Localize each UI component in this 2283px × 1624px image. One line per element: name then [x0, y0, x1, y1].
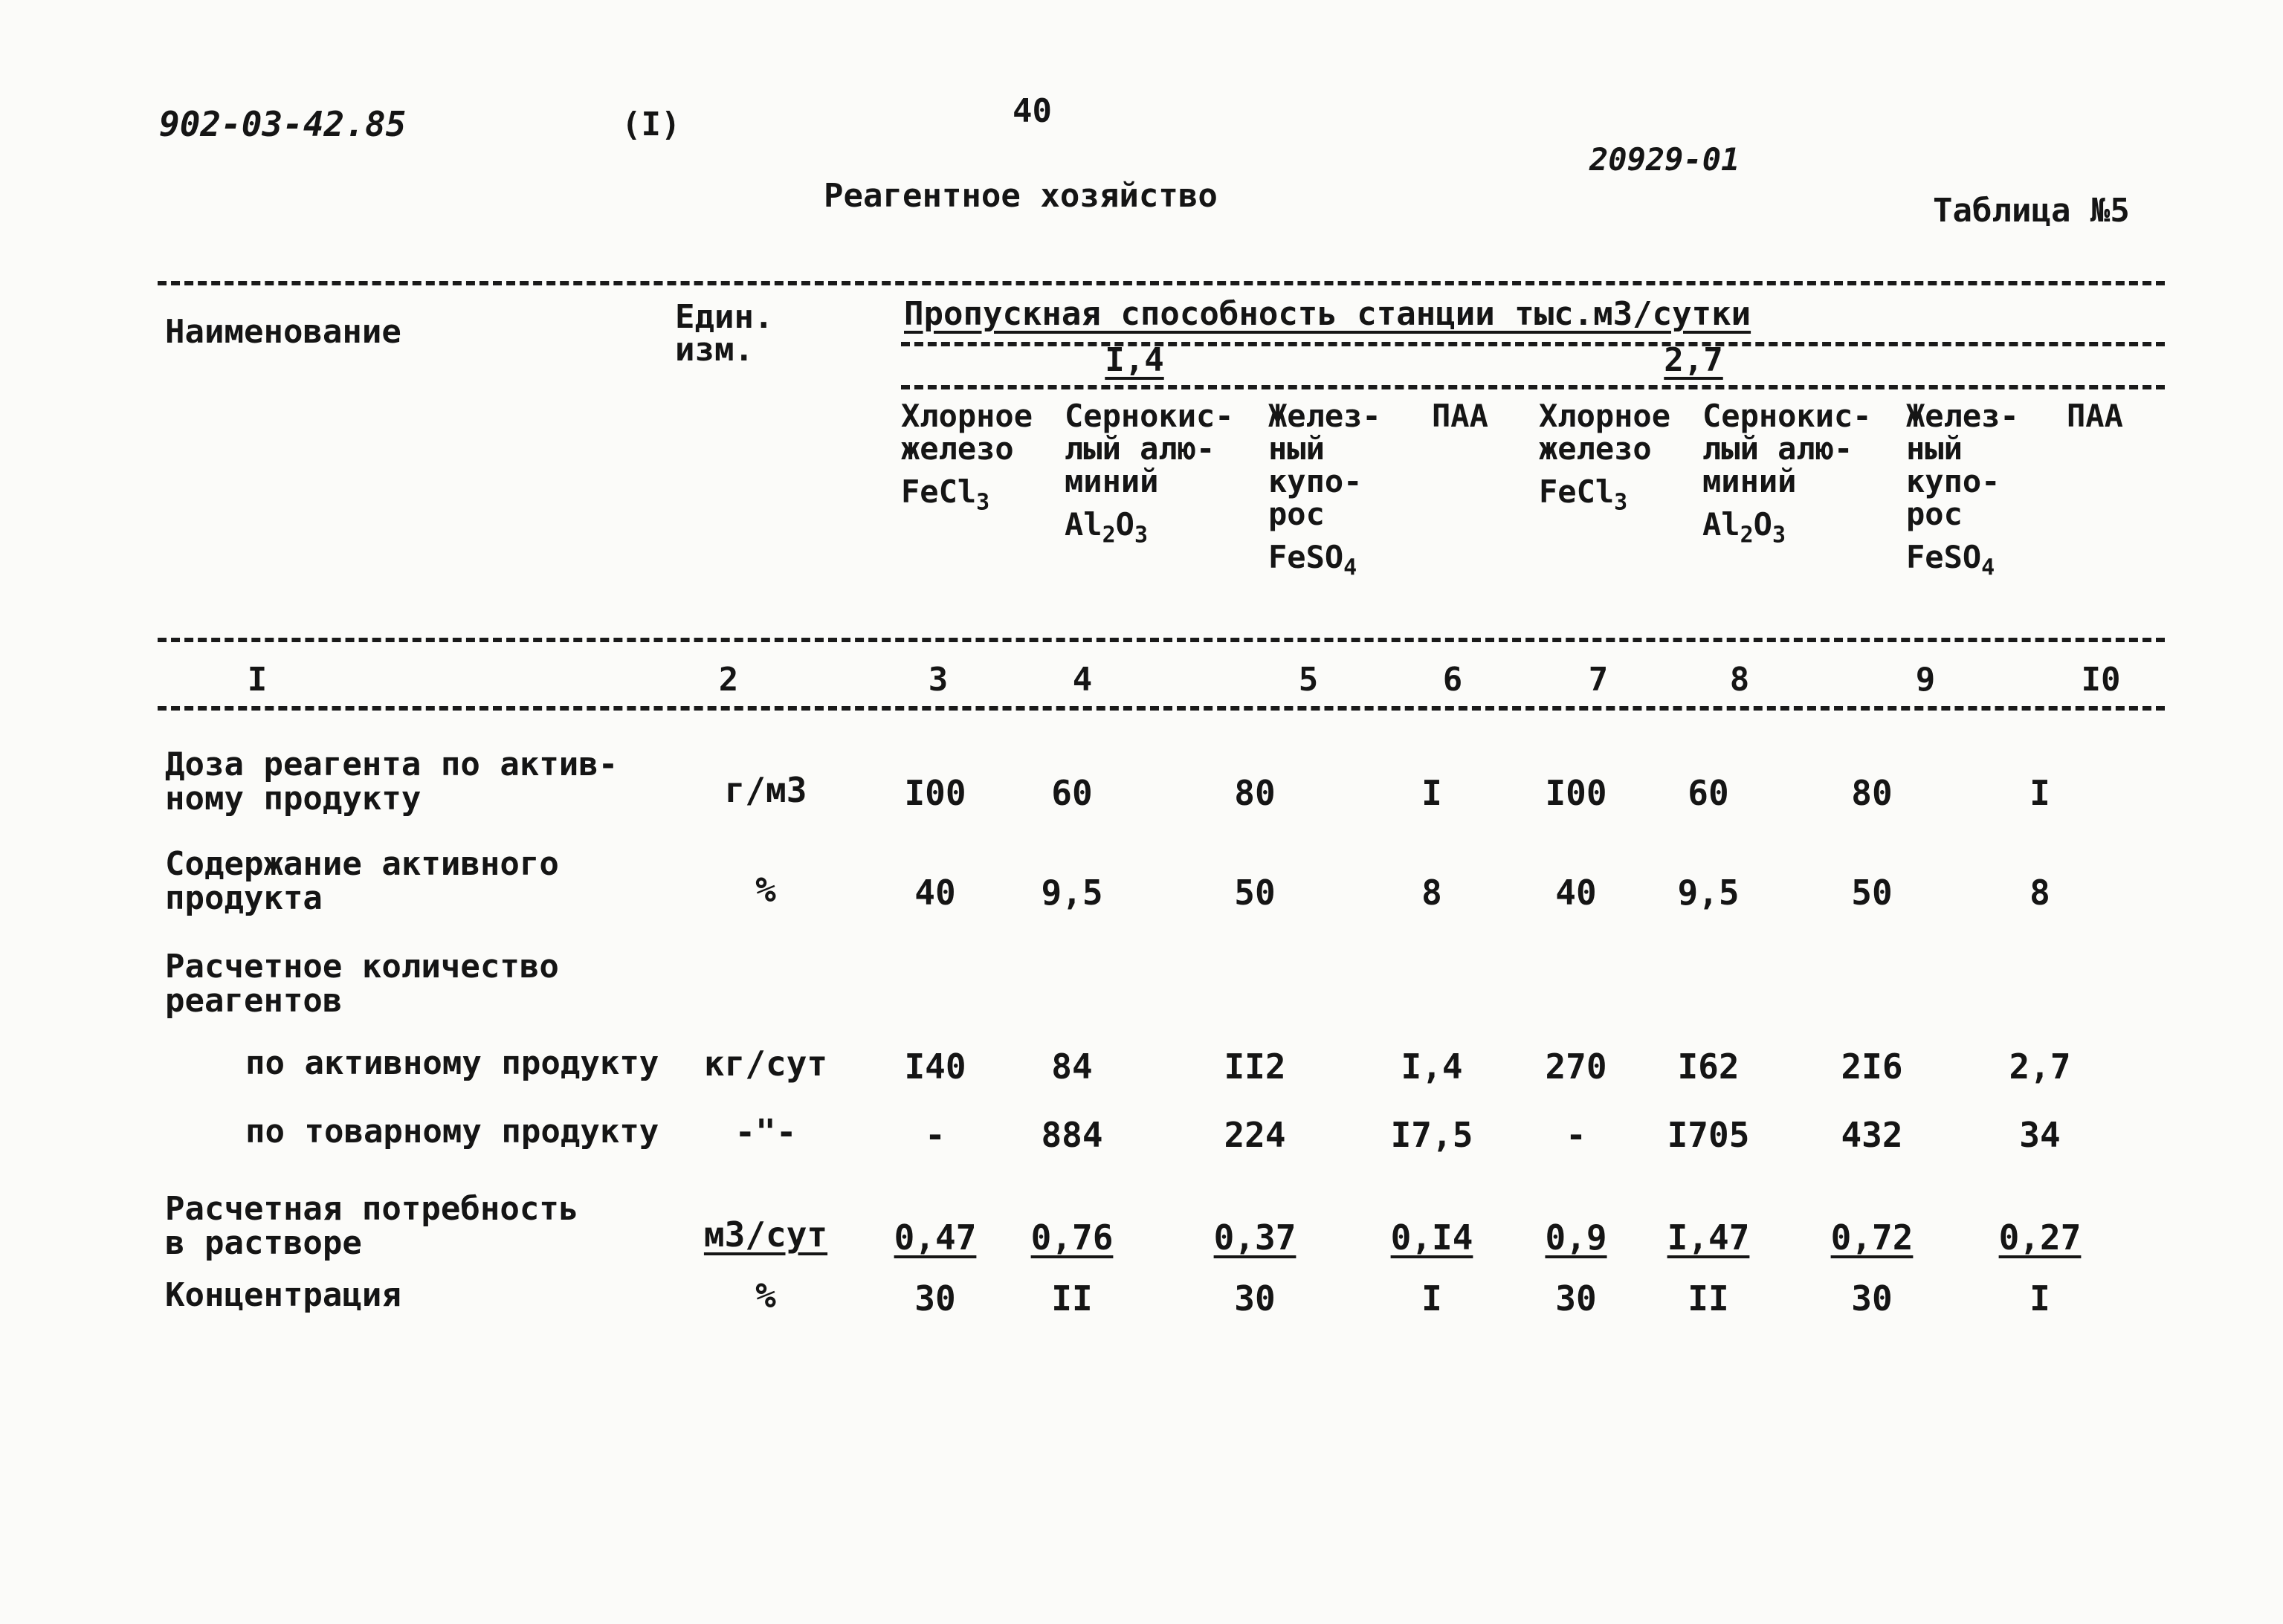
row-5-value-8: 34 [2019, 1115, 2061, 1155]
row-6-name-line-2: в растворе [165, 1224, 362, 1262]
row-6-value-8: 0,27 [1998, 1217, 2082, 1258]
row-1-unit: г/м3 [724, 770, 807, 810]
capacity-header: Пропускная способность станции тыс.м3/сутки [904, 295, 1751, 333]
row-2-value-8: 8 [2029, 873, 2050, 913]
row-2-value-6: 9,5 [1677, 873, 1740, 913]
column-number-3: 3 [928, 661, 949, 699]
header-bottom-rule [158, 638, 2165, 642]
column-number-5: 5 [1298, 661, 1319, 699]
reagent-header-7-line-2: ный [1906, 430, 1963, 467]
row-4-value-4: I,4 [1401, 1046, 1463, 1087]
table-label: Таблица №5 [1933, 192, 2130, 230]
row-2-value-5: 40 [1555, 873, 1597, 913]
reagent-header-3-line-4: рос [1268, 496, 1325, 532]
row-1-value-7: 80 [1851, 773, 1893, 813]
row-6-unit: м3/сут [703, 1214, 828, 1255]
column-number-4: 4 [1072, 661, 1093, 699]
row-7-value-1: 30 [914, 1278, 956, 1319]
subgroup-rule [901, 385, 2165, 389]
row-7-name-line-1: Концентрация [165, 1276, 401, 1314]
reagent-header-3-line-1: Желез- [1268, 398, 1381, 434]
row-5-value-5: - [1566, 1115, 1586, 1155]
reagent-header-5-line-3: FeCl$_3$ [1539, 473, 1628, 516]
reagent-header-5-line-2: железо [1539, 430, 1652, 467]
document-part: (I) [621, 106, 681, 143]
row-7-value-5: 30 [1555, 1278, 1597, 1319]
column-number-rule [158, 706, 2165, 711]
row-3-name-line-1: Расчетное количество [165, 948, 559, 986]
reagent-header-7-line-1: Желез- [1906, 398, 2019, 434]
reagent-header-2-line-4: $Al_2O_3$ [1065, 506, 1148, 549]
row-6-value-4: 0,I4 [1390, 1217, 1473, 1258]
row-5-name-line-1: по товарному продукту [245, 1113, 659, 1151]
row-1-value-3: 80 [1234, 773, 1276, 813]
row-6-value-6: I,47 [1667, 1217, 1750, 1258]
reagent-header-2-line-1: Сернокис- [1065, 398, 1234, 434]
page-number: 40 [1013, 92, 1052, 130]
row-7-value-3: 30 [1234, 1278, 1276, 1319]
row-5-value-1: - [925, 1115, 946, 1155]
reagent-header-2-line-2: лый алю- [1065, 430, 1215, 467]
reagent-header-3-line-5: FeSO$_4$ [1268, 539, 1357, 581]
reagent-header-2-line-3: миний [1065, 463, 1159, 499]
archive-number: 20929-01 [1589, 141, 1740, 178]
reagent-header-7-line-4: рос [1906, 496, 1963, 532]
row-5-value-3: 224 [1224, 1115, 1286, 1155]
row-1-name-line-2: ному продукту [165, 780, 422, 818]
row-7-value-7: 30 [1851, 1278, 1893, 1319]
row-2-value-2: 9,5 [1041, 873, 1103, 913]
row-4-value-5: 270 [1545, 1046, 1607, 1087]
reagent-header-3-line-3: купо- [1268, 463, 1363, 499]
row-4-value-7: 2I6 [1841, 1046, 1903, 1087]
reagent-header-3-line-2: ный [1268, 430, 1325, 467]
row-4-value-2: 84 [1051, 1046, 1093, 1087]
row-6-value-5: 0,9 [1545, 1217, 1607, 1258]
row-4-unit: кг/сут [703, 1044, 828, 1084]
reagent-header-8-line-1: ПАА [2067, 398, 2123, 434]
row-7-value-6: II [1688, 1278, 1729, 1319]
column-number-8: 8 [1729, 661, 1750, 699]
row-6-name-line-1: Расчетная потребность [165, 1190, 579, 1228]
row-1-value-8: I [2029, 773, 2050, 813]
row-2-value-3: 50 [1234, 873, 1276, 913]
row-7-value-2: II [1051, 1278, 1093, 1319]
row-6-value-1: 0,47 [894, 1217, 977, 1258]
row-1-value-4: I [1421, 773, 1442, 813]
row-5-value-4: I7,5 [1390, 1115, 1473, 1155]
reagent-header-1-line-1: Хлорное [901, 398, 1033, 434]
reagent-header-6-line-1: Сернокис- [1702, 398, 1872, 434]
column-number-7: 7 [1588, 661, 1609, 699]
row-5-value-7: 432 [1841, 1115, 1903, 1155]
col-header-name: Наименование [165, 313, 401, 351]
row-4-value-3: II2 [1224, 1046, 1286, 1087]
column-number-I: I [247, 661, 268, 699]
row-5-value-6: I705 [1667, 1115, 1750, 1155]
capacity-group-2: 2,7 [1664, 341, 1723, 379]
row-6-value-2: 0,76 [1030, 1217, 1114, 1258]
row-3-name-line-2: реагентов [165, 982, 343, 1020]
row-1-value-2: 60 [1051, 773, 1093, 813]
reagent-header-6-line-3: миний [1702, 463, 1797, 499]
row-5-value-2: 884 [1041, 1115, 1103, 1155]
capacity-group-1: I,4 [1105, 341, 1164, 379]
column-number-6: 6 [1442, 661, 1463, 699]
row-4-value-6: I62 [1677, 1046, 1740, 1087]
row-4-value-8: 2,7 [2009, 1046, 2071, 1087]
page-title: Реагентное хозяйство [824, 177, 1218, 215]
reagent-header-7-line-3: купо- [1906, 463, 2001, 499]
row-4-value-1: I40 [904, 1046, 966, 1087]
column-number-I0: I0 [2081, 661, 2121, 699]
column-number-2: 2 [718, 661, 739, 699]
reagent-header-1-line-3: FeCl$_3$ [901, 473, 990, 516]
reagent-header-6-line-2: лый алю- [1702, 430, 1853, 467]
column-number-9: 9 [1915, 661, 1936, 699]
row-2-value-1: 40 [914, 873, 956, 913]
col-header-unit-line1: Един. [675, 298, 774, 336]
table-top-rule [158, 281, 2165, 285]
row-2-value-4: 8 [1421, 873, 1442, 913]
row-2-name-line-2: продукта [165, 879, 323, 917]
row-1-name-line-1: Доза реагента по актив- [165, 745, 619, 783]
row-5-unit: -"- [734, 1112, 797, 1152]
row-2-unit: % [755, 870, 776, 910]
reagent-header-4-line-1: ПАА [1432, 398, 1488, 434]
capacity-rule [901, 342, 2165, 346]
document-code: 902-03-42.85 [159, 104, 407, 144]
row-2-name-line-1: Содержание активного [165, 845, 559, 883]
row-7-value-8: I [2029, 1278, 2050, 1319]
row-6-value-7: 0,72 [1830, 1217, 1914, 1258]
row-1-value-5: I00 [1545, 773, 1607, 813]
row-7-unit: % [755, 1275, 776, 1316]
row-1-value-6: 60 [1688, 773, 1729, 813]
reagent-header-6-line-4: $Al_2O_3$ [1702, 506, 1786, 549]
row-2-value-7: 50 [1851, 873, 1893, 913]
row-1-value-1: I00 [904, 773, 966, 813]
row-4-name-line-1: по активному продукту [245, 1044, 659, 1082]
reagent-header-5-line-1: Хлорное [1539, 398, 1671, 434]
reagent-header-1-line-2: железо [901, 430, 1014, 467]
reagent-header-7-line-5: FeSO$_4$ [1906, 539, 1995, 581]
col-header-unit-line2: изм. [675, 331, 754, 369]
row-7-value-4: I [1421, 1278, 1442, 1319]
row-6-value-3: 0,37 [1213, 1217, 1297, 1258]
